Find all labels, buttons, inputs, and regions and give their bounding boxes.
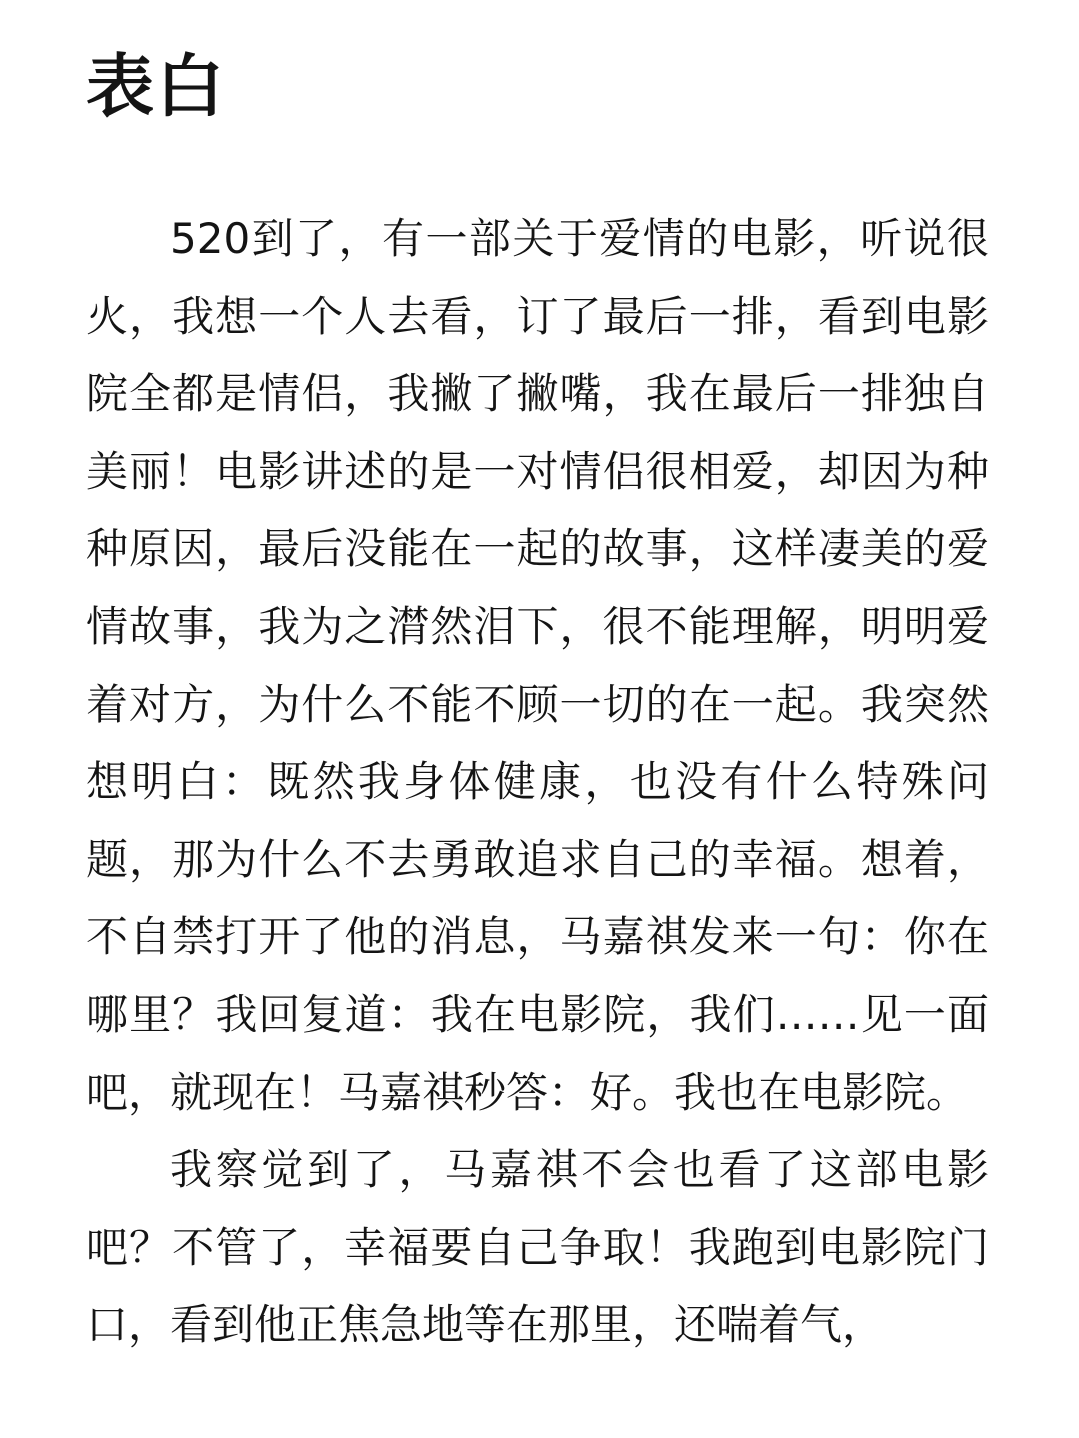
paragraph-1: 520到了，有一部关于爱情的电影，听说很火，我想一个人去看，订了最后一排，看到电影院全都是情侣，我撇了撇嘴，我在最后一排独自美丽！电影讲述的是一对情侣很相爱，却因为种种原因，最后没能在一起的故事，这样凄美的爱情故事，我为之潸然泪下，很不能理解，明明爱着对方，为什么不能不顾一切的在一起。我突然想明白：既然我身体健康，也没有什么特殊问题，那为什么不去勇敢追求自己的幸福。想着，不自禁打开了他的消息，马嘉祺发来一句：你在哪里？我回复道：我在电影院，我们……见一面吧，就现在！马嘉祺秒答：好。我也在电影院。: [86, 214, 989, 1117]
paragraph-2: 我察觉到了，马嘉祺不会也看了这部电影吧？不管了，幸福要自己争取！我跑到电影院门口，看到他正焦急地等在那里，还喘着气，: [86, 1145, 989, 1350]
article-body: [86, 200, 989, 1364]
document-title: 表白: [86, 48, 227, 127]
